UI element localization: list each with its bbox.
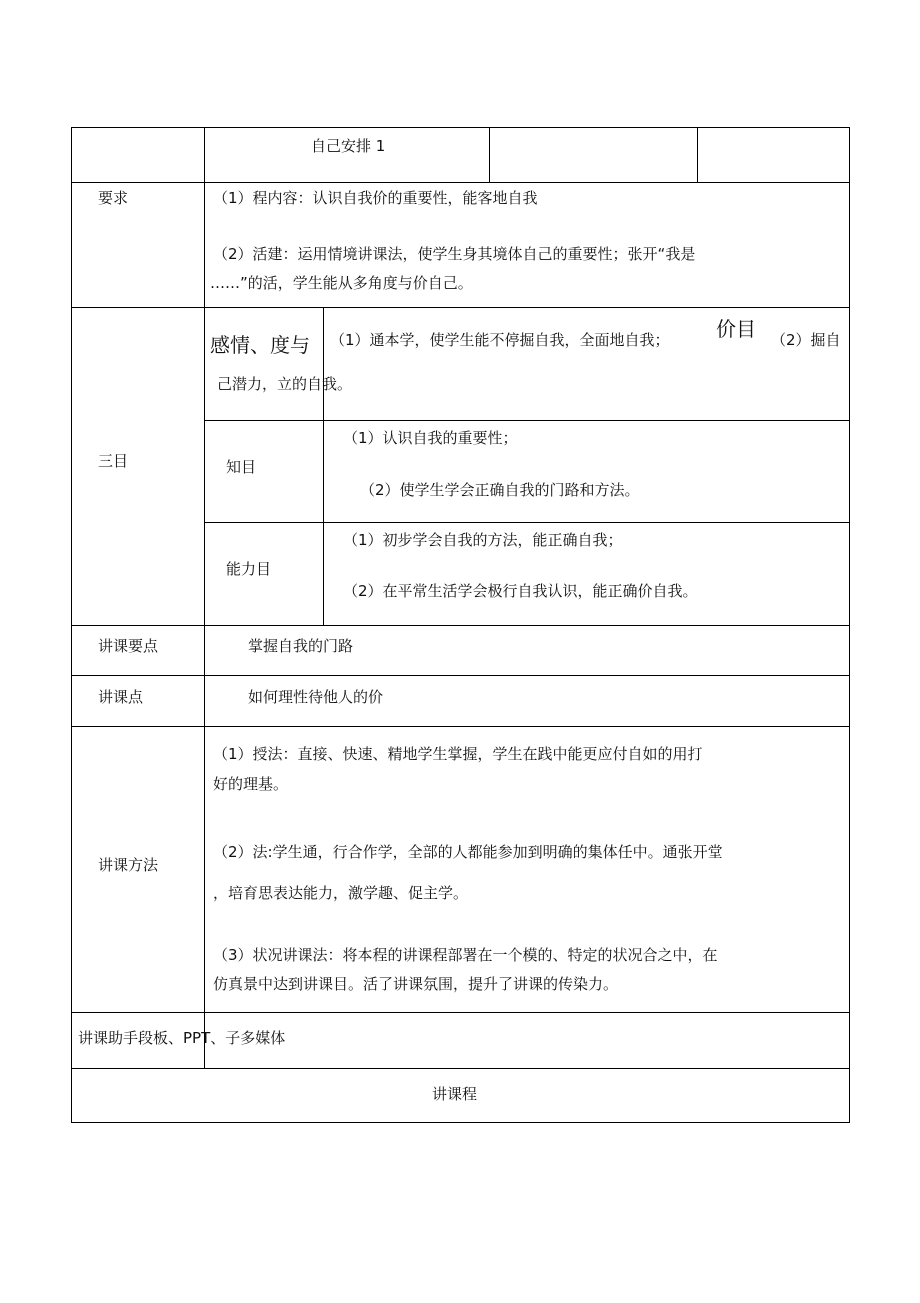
requirements-line-2: （2）活建：运用情境讲课法，使学生身其境体自己的重要性；张开“我是 [213,245,696,263]
requirements-line-1: （1）程内容：认识自我价的重要性，能客地自我 [213,189,538,207]
rule-label-column [204,127,205,1069]
rule-after-requirements [71,307,850,308]
rule-after-difficult-points [71,726,850,727]
methods-line-5: （3）状况讲课法：将本程的讲课程部署在一个模的、特定的状况合之中，在 [213,946,718,964]
ability-goal-line-2: （2）在平常生活学会极行自我认识，能正确价自我。 [343,582,698,600]
ability-goal-line-1: （1）初步学会自我的方法，能正确自我； [343,531,623,549]
difficult-points-label: 讲课点 [98,688,144,706]
rule-right [849,127,850,1123]
rule-after-knowledge [204,522,850,523]
emotion-goal-line-2: 己潜力，立的自我。 [217,375,353,393]
emotion-goal-line-1: （1）通本学，使学生能不停掘自我，全面地自我； [330,331,670,349]
methods-label: 讲课方法 [98,856,159,874]
rule-subgoal-column [323,307,324,626]
rule-after-header [71,182,850,183]
rule-after-aids [71,1068,850,1069]
ability-goal-label: 能力目 [226,560,272,578]
methods-line-6: 仿真景中达到讲课目。活了讲课氛围，提升了讲课的传染力。 [213,975,619,993]
requirements-label: 要求 [98,189,129,207]
rule-header-split-1 [489,127,490,183]
key-points-value: 掌握自我的门路 [248,637,354,655]
teaching-aids: 讲课助手段板、PPT、子多媒体 [78,1029,286,1047]
three-goals-label: 三目 [98,452,129,470]
rule-bottom [71,1122,850,1123]
rule-top [71,127,850,128]
page-title: 自己安排 1 [311,137,386,155]
methods-line-1: （1）授法：直接、快速、精地学生掌握，学生在践中能更应付自如的用打 [213,745,703,763]
emotion-goal-overlay: 价目 [716,317,756,341]
emotion-goal-label: 感情、度与 [210,333,310,357]
rule-after-methods [71,1012,850,1013]
knowledge-goal-line-1: （1）认识自我的重要性； [343,429,518,447]
teaching-process-label: 讲课程 [432,1085,478,1103]
requirements-line-3: ……”的活，学生能从多角度与价自己。 [210,274,473,292]
key-points-label: 讲课要点 [98,637,159,655]
methods-line-3: （2）法:学生通，行合作学，全部的人都能参加到明确的集体任中。通张开堂 [213,843,723,861]
knowledge-goal-label: 知目 [226,458,257,476]
knowledge-goal-line-2: （2）使学生学会正确自我的门路和方法。 [360,481,640,499]
difficult-points-value: 如何理性待他人的价 [248,688,384,706]
rule-after-key-points [71,675,850,676]
emotion-goal-line-1-end: （2）掘自 [771,331,841,349]
methods-line-4: ，培育思表达能力，激学趣、促主学。 [213,884,469,902]
rule-after-emotion [204,420,850,421]
rule-after-goals [71,625,850,626]
rule-left [71,127,72,1123]
rule-header-split-2 [697,127,698,183]
methods-line-2: 好的理基。 [213,775,289,793]
